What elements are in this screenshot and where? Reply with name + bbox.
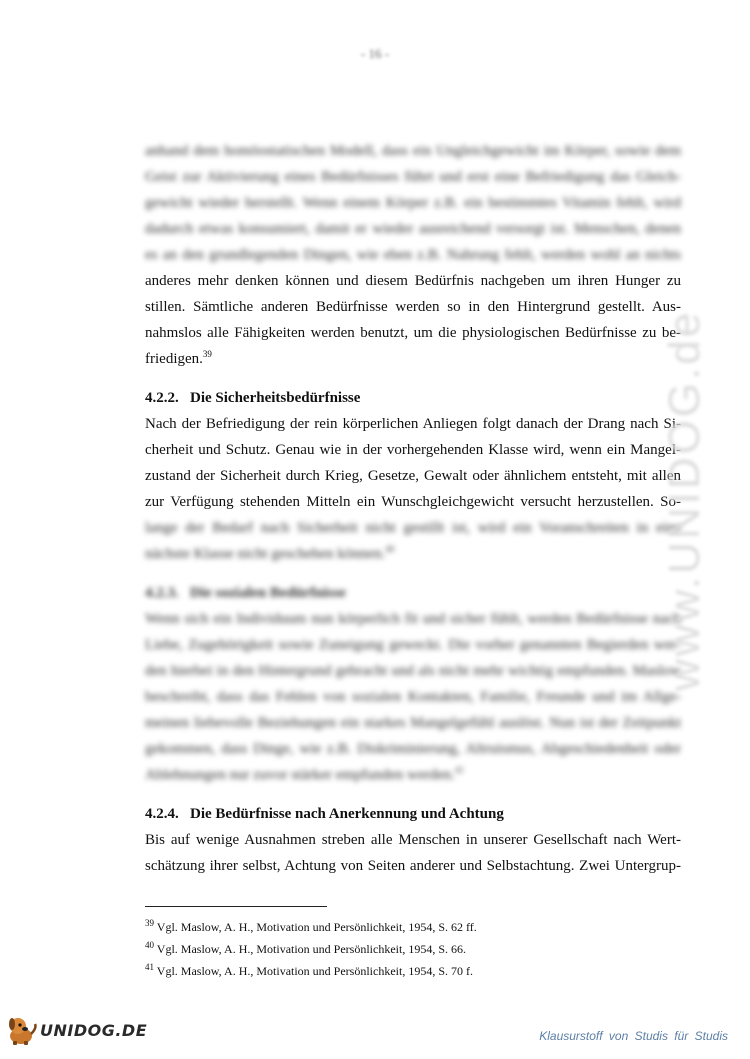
intro-blurred-line: anhand dem homöostatischen Modell, dass ein Ungleichgewicht im Körper, sowie dem [145,143,681,159]
paragraph-line: zustand der Sicherheit durch Krieg, Gesetze, Gewalt oder ähnlichem entsteht, mit allen [145,468,681,484]
paragraph-blurred-line: Wenn sich ein Individuum nun körperlich fit und sicher fühlt, werden Bedürfnisse nach [145,611,681,627]
footnote-39 [145,916,665,938]
intro-line: nahmslos alle Fähigkeiten werden benutzt, um die physiologischen Bedürfnisse zu be- [145,325,681,341]
blurred-last-text: nächste Klasse nicht geschehen können. [145,546,386,562]
paragraph-blurred-line: lange der Bedarf nach Sicherheit nicht gestillt ist, wird ein Voranschreiten in eine [145,520,681,536]
footnote-ref-41[interactable]: 41 [454,765,464,775]
intro-blurred-line: Geist zur Aktivierung eines Bedürfnisses führt und erst eine Befriedigung das Gleich- [145,169,681,185]
footnote-ref-39[interactable]: 39 [202,349,212,359]
paragraph-blurred-line: meinen liebevolle Beziehungen ein starkes Mangelgefühl auslöst. Nun ist der Zeitpunkt [145,715,681,731]
paragraph-line: Bis auf wenige Ausnahmen streben alle Menschen in unserer Gesellschaft nach Wert- [145,832,681,848]
section-heading-4-2-4 [145,801,681,827]
dog-mascot-icon [4,1014,38,1046]
intro-blurred-line: es an den grundlegenden Dingen, wie eben z.B. Nahrung fehlt, werden wohl an nichts [145,247,681,263]
section-4-2-3-paragraph [145,606,681,788]
page-content [145,138,681,879]
paragraph-line: schätzung ihrer selbst, Achtung von Seiten anderer und Selbstachtung. Zwei Untergrup- [145,858,681,874]
footnote-text: Vgl. Maslow, A. H., Motivation und Persönlichkeit, 1954, S. 62 ff. [156,920,477,934]
paragraph-line: cherheit und Schutz. Genau wie in der vorhergehenden Klasse wird, wenn ein Mangel- [145,442,681,458]
section-4-2-2-paragraph [145,411,681,567]
intro-last-line [145,346,681,372]
paragraph-blurred-line: beschreibt, dass das Fehlen von sozialen Kontakten, Familie, Freunde und im Allge- [145,689,681,705]
footnote-number: 40 [145,940,154,950]
section-heading-4-2-3 [145,580,681,606]
intro-paragraph [145,138,681,372]
paragraph-blurred-last-line [145,762,681,788]
blurred-last-text: Ablehnungen nur zuvor stärker empfunden werden. [145,767,455,783]
paragraph-line: Nach der Befriedigung der rein körperlichen Anliegen folgt danach der Drang nach Si- [145,416,681,432]
footnote-text: Vgl. Maslow, A. H., Motivation und Persönlichkeit, 1954, S. 66. [156,942,467,956]
paragraph-blurred-line: den hierbei in den Hintergrund gebracht und als nicht mehr wichtig empfunden. Maslow [145,663,681,679]
footnote-number: 41 [145,962,154,972]
footnote-number: 39 [145,918,154,928]
section-title: Die Sicherheitsbedürfnisse [190,390,361,406]
logo-text: UNIDOG.DE [40,1020,148,1040]
intro-last-text: friedigen. [145,351,203,367]
paragraph-blurred-last-line [145,541,681,567]
paragraph-line: zur Verfügung stehenden Mitteln ein Wunschgleichgewicht versucht herzustellen. So- [145,494,681,510]
paragraph-blurred-line: Liebe, Zugehörigkeit sowie Zuneigung geweckt. Die vorher genannten Begierden wer- [145,637,681,653]
intro-blurred-line: dadurch etwas konsumiert, damit er wieder ausreichend versorgt ist. Menschen, denen [145,221,681,237]
intro-line: anderes mehr denken können und diesem Bedürfnis nachgeben um ihren Hunger zu [145,273,681,289]
section-number: 4.2.3. [145,585,179,601]
footnote-text: Vgl. Maslow, A. H., Motivation und Persönlichkeit, 1954, S. 70 f. [156,964,474,978]
intro-blurred-line: gewicht wieder herstellt. Wenn einem Körper z.B. ein bestimmtes Vitamin fehlt, wird [145,195,681,211]
footnote-40 [145,938,665,960]
section-heading-4-2-2 [145,385,681,411]
footnote-41 [145,960,665,982]
section-title: Die sozialen Bedürfnisse [190,585,346,601]
intro-line: stillen. Sämtliche anderen Bedürfnisse werden so in den Hintergrund gestellt. Aus- [145,299,681,315]
section-title: Die Bedürfnisse nach Anerkennung und Achtung [190,806,504,822]
paragraph-blurred-line: gekommen, dass Dinge, wie z.B. Diskriminierung, Altruismus, Abgeschiedenheit oder [145,741,681,757]
footnote-separator [145,906,327,907]
section-4-2-4-paragraph [145,827,681,879]
section-number: 4.2.2. [145,390,179,406]
watermark: www.UNIDOG.de [660,309,709,691]
page-number: - 16 - [360,46,390,61]
footnotes [145,916,665,982]
footnote-ref-40[interactable]: 40 [385,544,395,554]
tagline: Klausurstoff von Studis für Studis [539,1029,728,1043]
section-number: 4.2.4. [145,806,179,822]
unidog-logo[interactable] [4,1014,147,1046]
